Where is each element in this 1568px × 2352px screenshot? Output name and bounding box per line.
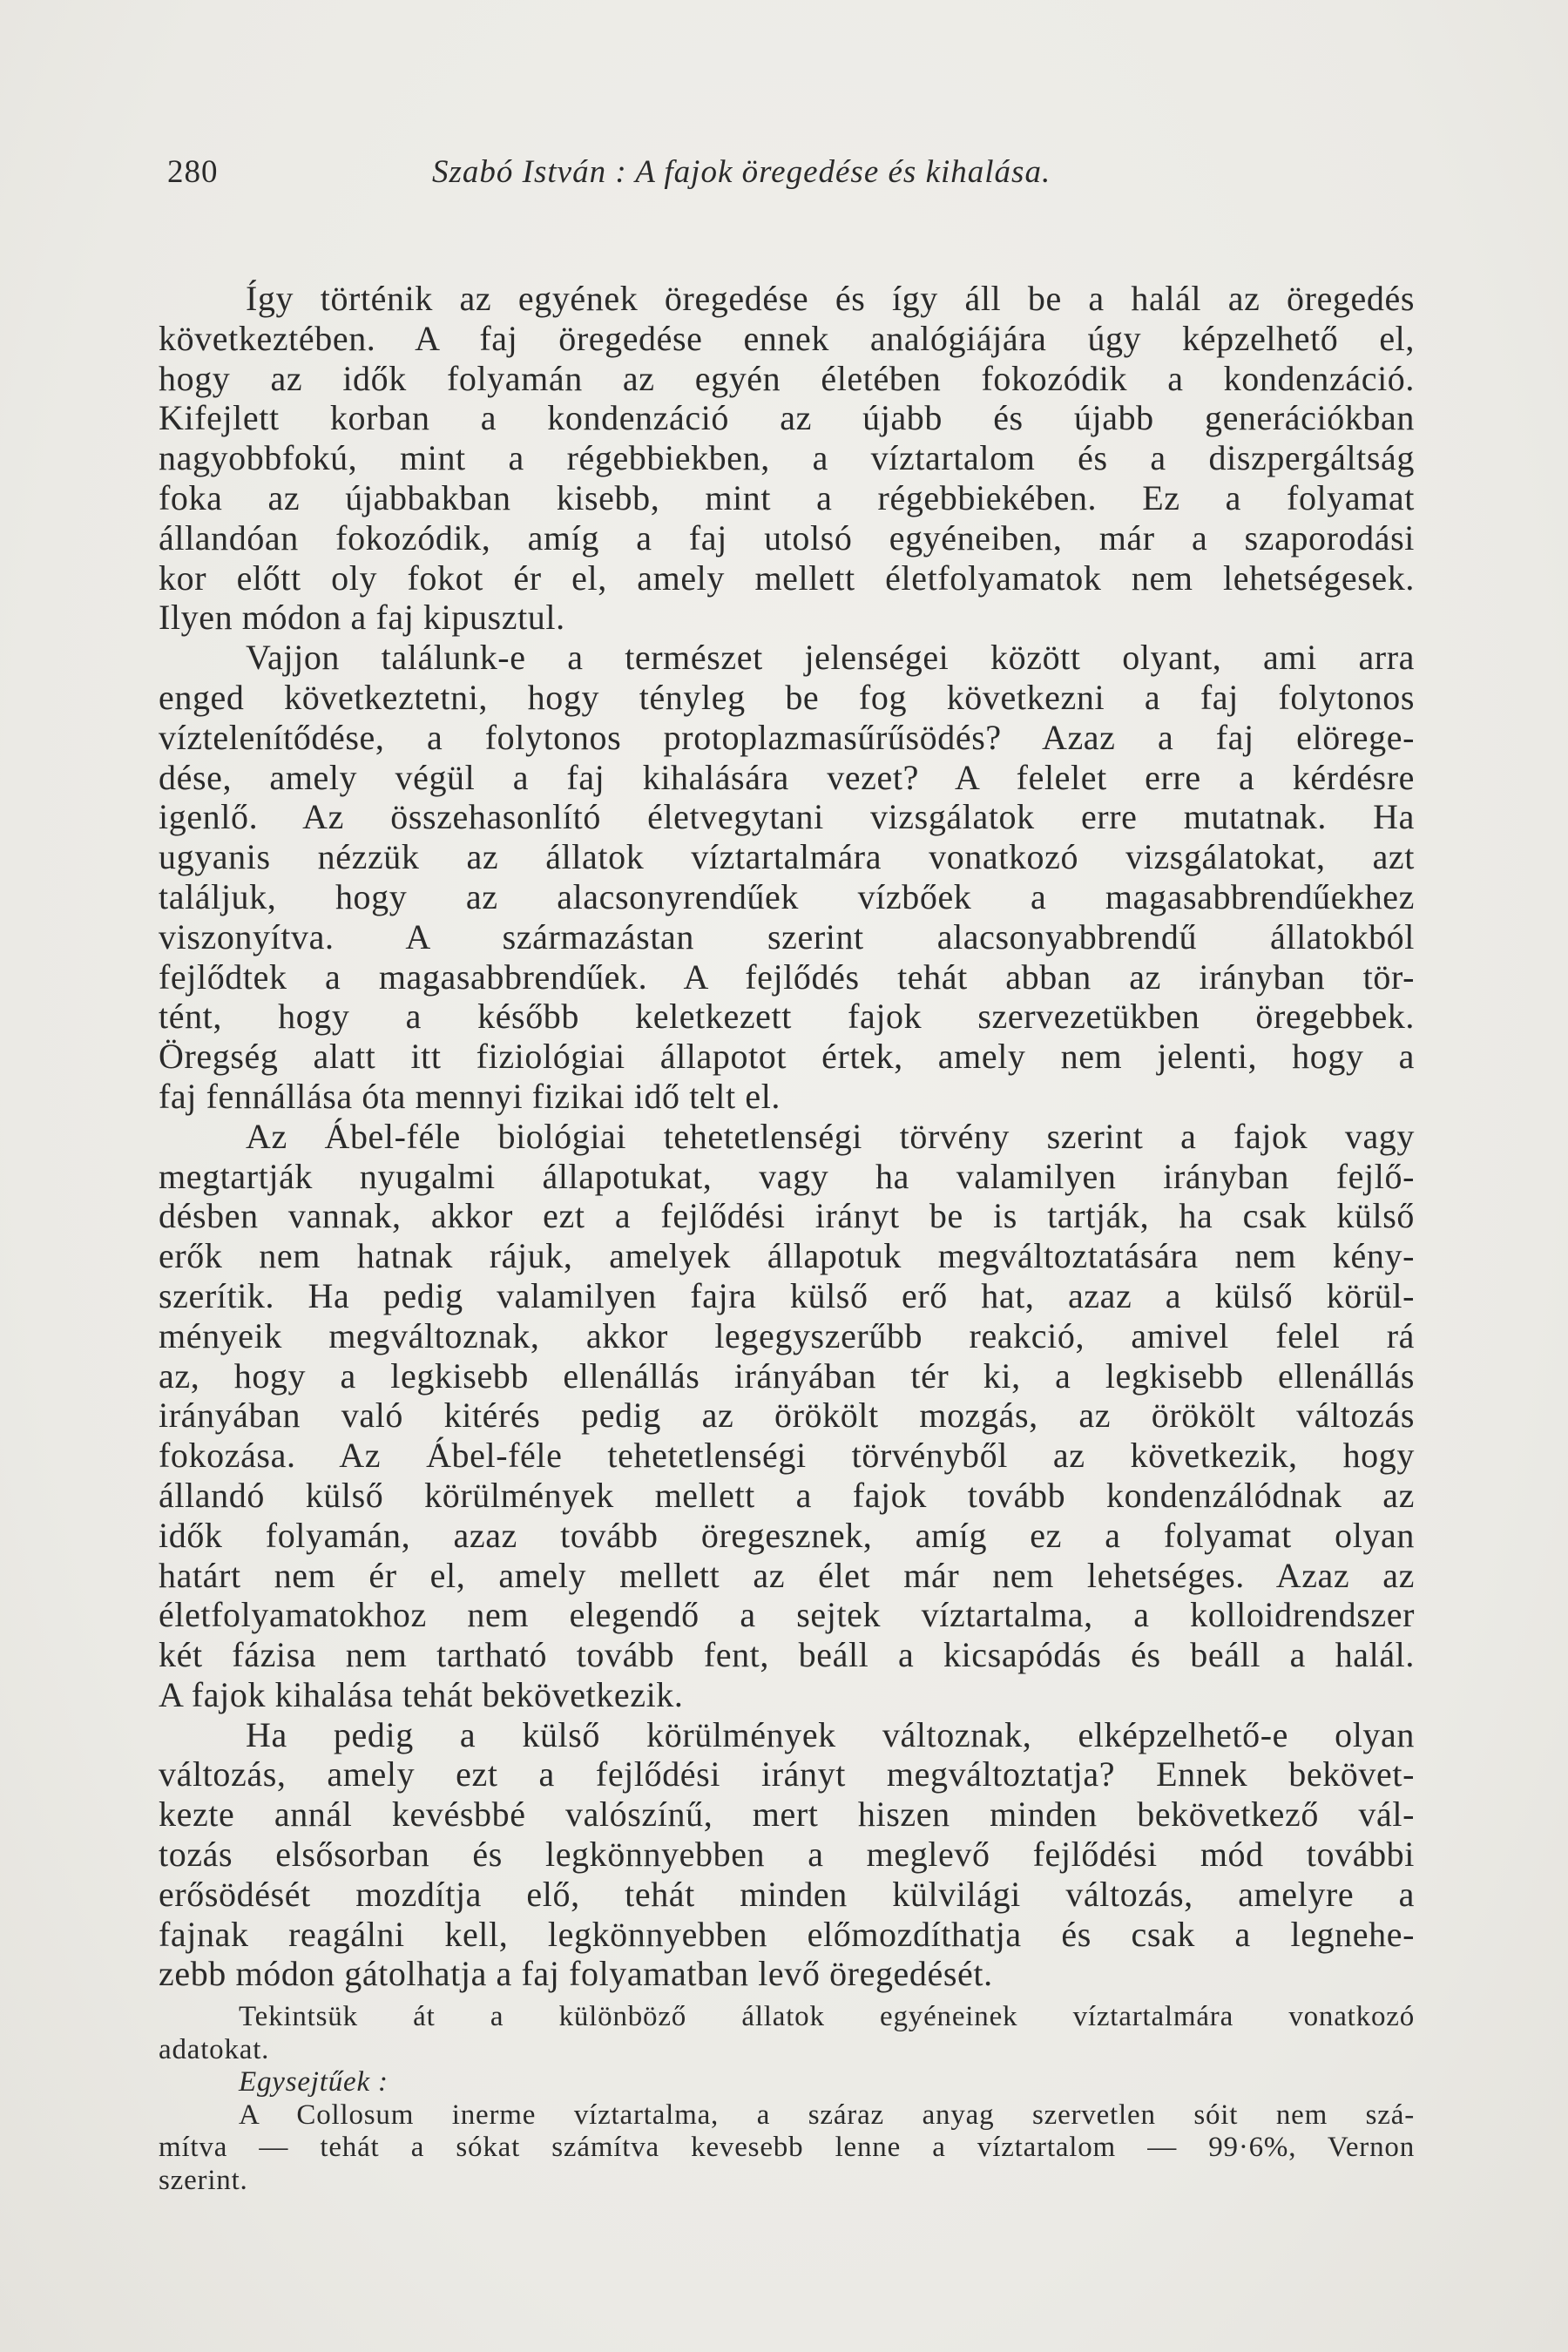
text-line: irányában való kitérés pedig az örökölt mozgás, az örökölt változás — [159, 1396, 1415, 1436]
text-line: viszonyítva. A származástan szerint alacsonyabbrendű állatokból — [159, 916, 1415, 956]
text-line: hogy az idők folyamán az egyén életében fokozódik a kondenzáció. — [159, 358, 1415, 398]
paragraph — [159, 638, 1415, 1117]
text-line: fokozása. Az Ábel-féle tehetetlenségi törvényből az következik, hogy — [159, 1436, 1415, 1476]
text-line: ugyanis nézzük az állatok víztartalmára vonatkozó vizsgálatokat, azt — [159, 837, 1415, 877]
small-text-line: A Collosum inerme víztartalma, a száraz anyag szervetlen sóit nem szá- — [239, 2099, 1415, 2131]
text-line: állandó külső körülmények mellett a fajok tovább kondenzálódnak az — [159, 1475, 1415, 1515]
text-line: Ilyen módon a faj kipusztul. — [159, 598, 565, 638]
text-line: kor előtt oly fokot ér el, amely mellett életfolyamatok nem lehetségesek. — [159, 558, 1415, 598]
text-line: Öregség alatt itt fiziológiai állapotot értek, amely nem jelenti, hogy a — [159, 1037, 1415, 1077]
text-line: változás, amely ezt a fejlődési irányt megváltoztatja? Ennek bekövet- — [159, 1754, 1415, 1794]
text-line: tozás elsősorban és legkönnyebben a meglevő fejlődési mód további — [159, 1835, 1415, 1875]
paragraph — [159, 1117, 1415, 1715]
text-line: erők nem hatnak rájuk, amelyek állapotuk megváltoztatására nem kény- — [159, 1236, 1415, 1276]
text-line: határt nem ér el, amely mellett az élet már nem lehetséges. Azaz az — [159, 1555, 1415, 1595]
text-line: zebb módon gátolhatja a faj folyamatban levő öregedését. — [159, 1954, 993, 1994]
small-print-section — [159, 2001, 1415, 2197]
small-text-line: adatokat. — [159, 2033, 270, 2065]
text-line: megtartják nyugalmi állapotukat, vagy ha valamilyen irányban fejlő- — [159, 1156, 1415, 1196]
page-number: 280 — [167, 154, 219, 190]
text-line: igenlő. Az összehasonlító életvegytani vizsgálatok erre mutatnak. Ha — [159, 797, 1415, 837]
text-line: víztelenítődése, a folytonos protoplazmasűrűsödés? Azaz a faj elörege- — [159, 717, 1415, 757]
text-line: A fajok kihalása tehát bekövetkezik. — [159, 1674, 684, 1714]
running-title: Szabó István : A fajok öregedése és kihalása. — [432, 154, 1051, 190]
text-line: faj fennállása óta mennyi fizikai idő telt el. — [159, 1076, 781, 1116]
text-line: dése, amely végül a faj kihalására vezet? A felelet erre a kérdésre — [159, 757, 1415, 797]
paragraph — [159, 279, 1415, 638]
text-line: Ha pedig a külső körülmények változnak, elképzelhető-e olyan — [246, 1714, 1415, 1754]
small-text-line: mítva — tehát a sókat számítva kevesebb lenne a víztartalom — 99·6%, Vernon — [159, 2132, 1415, 2164]
text-line: az, hogy a legkisebb ellenállás irányában tér ki, a legkisebb ellenállás — [159, 1355, 1415, 1396]
text-line: szerítik. Ha pedig valamilyen fajra külső erő hat, azaz a külső körül- — [159, 1275, 1415, 1315]
main-text — [159, 279, 1415, 1994]
small-text-line: Tekintsük át a különböző állatok egyéneinek víztartalmára vonatkozó — [239, 2001, 1415, 2033]
text-line: foka az újabbakban kisebb, mint a régebbiekében. Ez a folyamat — [159, 477, 1415, 517]
text-line: enged következtetni, hogy tényleg be fog következni a faj folytonos — [159, 677, 1415, 717]
paragraph — [159, 1715, 1415, 1995]
text-line: Így történik az egyének öregedése és így áll be a halál az öregedés — [246, 279, 1415, 318]
text-line: Az Ábel-féle biológiai tehetetlenségi törvény szerint a fajok vagy — [246, 1116, 1415, 1156]
small-print-entry — [159, 2099, 1415, 2198]
text-line: találjuk, hogy az alacsonyrendűek vízbőek a magasabbrendűekhez — [159, 876, 1415, 916]
text-line: állandóan fokozódik, amíg a faj utolsó egyéneiben, már a szaporodási — [159, 517, 1415, 558]
text-line: nagyobbfokú, mint a régebbiekben, a víztartalom és a diszpergáltság — [159, 438, 1415, 478]
text-line: fejlődtek a magasabbrendűek. A fejlődés tehát abban az irányban tör- — [159, 956, 1415, 997]
text-line: tént, hogy a később keletkezett fajok szervezetükben öregebbek. — [159, 997, 1415, 1037]
text-line: ményeik megváltoznak, akkor legegyszerűbb reakció, amivel felel rá — [159, 1315, 1415, 1355]
text-line: Vajjon találunk-e a természet jelenségei között olyant, ami arra — [246, 638, 1415, 678]
text-line: erősödését mozdítja elő, tehát minden külvilági változás, amelyre a — [159, 1874, 1415, 1914]
text-line: életfolyamatokhoz nem elegendő a sejtek víztartalma, a kolloidrendszer — [159, 1595, 1415, 1635]
section-subheading: Egysejtűek : — [239, 2066, 389, 2099]
text-line: désben vannak, akkor ezt a fejlődési irányt be is tartják, ha csak külső — [159, 1196, 1415, 1236]
text-line: kezte annál kevésbbé valószínű, mert hiszen minden bekövetkező vál- — [159, 1794, 1415, 1835]
text-line: Kifejlett korban a kondenzáció az újabb és újabb generációkban — [159, 398, 1415, 438]
small-text-line: szerint. — [159, 2164, 248, 2196]
text-line: következtében. A faj öregedése ennek analógiájára úgy képzelhető el, — [159, 318, 1415, 358]
page-header — [167, 153, 1413, 206]
text-line: két fázisa nem tartható tovább fent, beáll a kicsapódás és beáll a halál. — [159, 1635, 1415, 1675]
small-print-intro — [159, 2001, 1415, 2066]
page-body — [159, 279, 1415, 2197]
text-line: idők folyamán, azaz tovább öregesznek, amíg ez a folyamat olyan — [159, 1515, 1415, 1555]
text-line: fajnak reagálni kell, legkönnyebben előmozdíthatja és csak a legnehe- — [159, 1914, 1415, 1954]
